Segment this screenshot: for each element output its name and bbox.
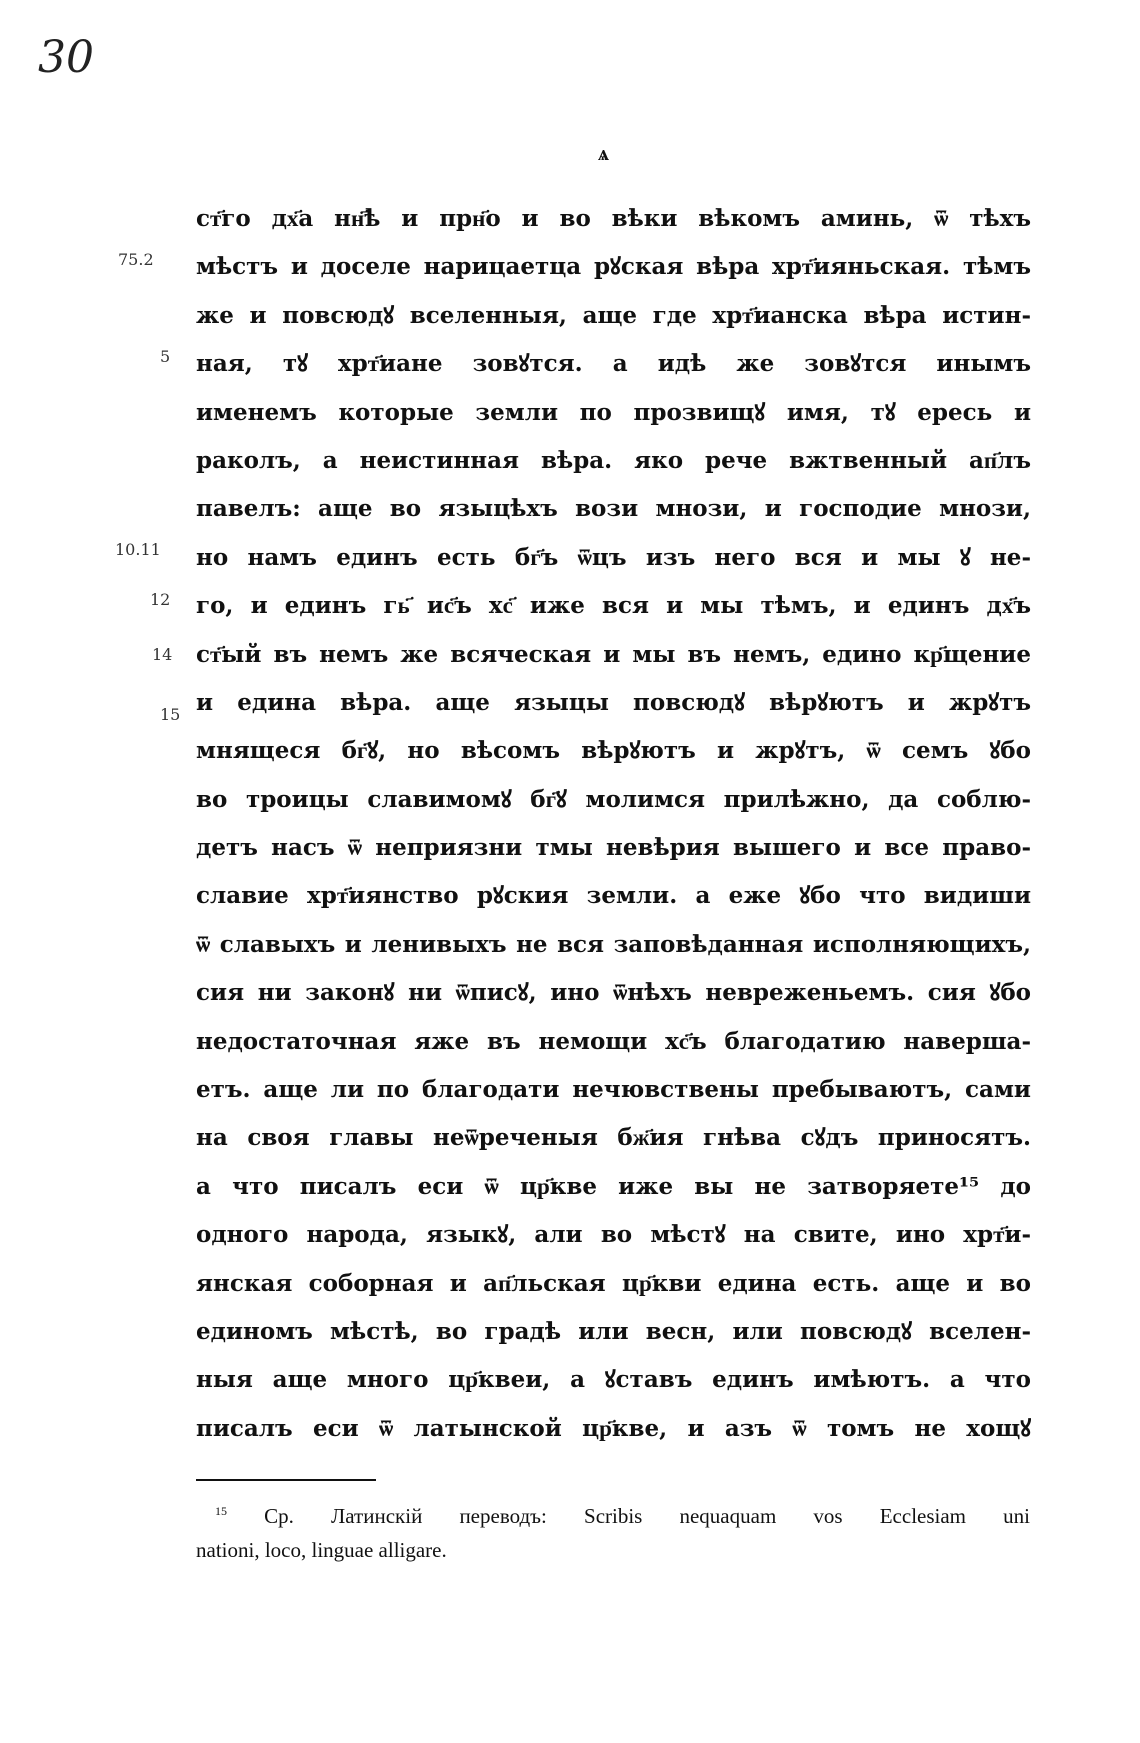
- text-line: но намъ единъ есть бг҃ъ ѿцъ изъ него вся и мы ꙋ не-: [196, 543, 1031, 571]
- text-line: а что писалъ еси ѿ цр҃кве иже вы не затворяете¹⁵ до: [196, 1172, 1031, 1200]
- footnote-mark: 15: [215, 1504, 227, 1518]
- text-line: ная, тꙋ хрт҃иане зовꙋтся. а идѣ же зовꙋтся инымъ: [196, 350, 1031, 378]
- margin-note: 10.11: [115, 540, 161, 559]
- text-line: ст҃го дх҃а нн҃ѣ и прн҃о и во вѣки вѣкомъ аминь, ѿ тѣхъ: [196, 205, 1031, 232]
- text-line: одного народа, языкꙋ, али во мѣстꙋ на свите, ино хрт҃и-: [196, 1221, 1031, 1249]
- text-line: и едина вѣра. аще языцы повсюдꙋ вѣрꙋютъ и жрꙋтъ: [196, 688, 1031, 716]
- text-line: именемъ которые земли по прозвищꙋ имя, тꙋ ересь и: [196, 398, 1031, 426]
- margin-note: 12: [150, 590, 171, 609]
- text-line: ѿ славыхъ и ленивыхъ не вся заповѣданная исполняющихъ,: [196, 930, 1031, 958]
- footnote-line: [215, 1494, 1030, 1533]
- text-line: етъ. аще ли по благодати нечювствены пребываютъ, сами: [196, 1076, 1031, 1104]
- margin-note: 15: [160, 705, 181, 724]
- text-line: единомъ мѣстѣ, во градѣ или весн, или повсюдꙋ вселен-: [196, 1317, 1031, 1345]
- text-line: го, и единъ гь҃ ис҃ъ хс҃ иже вся и мы тѣмъ, и единъ дх҃ъ: [196, 592, 1031, 620]
- text-line: писалъ еси ѿ латынской цр҃кве, и азъ ѿ томъ не хощꙋ: [196, 1414, 1031, 1442]
- handwritten-page-number: 30: [38, 32, 94, 83]
- text-line: мѣстъ и доселе нарицаетца рꙋская вѣра хрт҃ияньская. тѣмъ: [196, 253, 1031, 281]
- text-line: раколъ, а неистинная вѣра. яко рече вжтвенный ап҃лъ: [196, 446, 1031, 474]
- footnote-text: Ср. Латинскій переводъ: Scribis nequaquam vos Ecclesiam uni: [264, 1504, 1030, 1528]
- text-line: во троицы славимомꙋ бг҃ꙋ молимся прилѣжно, да соблю-: [196, 785, 1031, 813]
- text-line: павелъ: аще во языцѣхъ вози мнози, и господие мнози,: [196, 495, 1031, 523]
- footnote-line: nationi, loco, linguae alligare.: [196, 1538, 447, 1562]
- text-line: же и повсюдꙋ вселенныя, аще где хрт҃ианска вѣра истин-: [196, 301, 1031, 329]
- signature-mark: ѧ: [598, 140, 609, 166]
- margin-note: 5: [160, 347, 171, 366]
- text-line: славие хрт҃иянство рꙋския земли. а еже ꙋбо что видиши: [196, 882, 1031, 910]
- text-line: мнящеся бг҃ꙋ, но вѣсомъ вѣрꙋютъ и жрꙋтъ, ѿ семъ ꙋбо: [196, 737, 1031, 765]
- text-line: на своя главы неѿреченыя бж҃ия гнѣва сꙋдъ приносятъ.: [196, 1124, 1031, 1152]
- footnote-divider: [196, 1479, 376, 1481]
- text-line: недостаточная яже въ немощи хс҃ъ благодатию наверша-: [196, 1027, 1031, 1055]
- text-line: ст҃ый въ немъ же всяческая и мы въ немъ, едино кр҃щение: [196, 640, 1031, 668]
- main-text: [196, 195, 1031, 1453]
- text-line: сия ни законꙋ ни ѿписꙋ, ино ѿнѣхъ невреженьемъ. сия ꙋбо: [196, 979, 1031, 1007]
- margin-note: 14: [152, 645, 173, 664]
- footnote: [196, 1494, 1030, 1567]
- text-line: янская соборная и ап҃льская цр҃кви едина есть. аще и во: [196, 1269, 1031, 1297]
- margin-note: 75.2: [118, 250, 154, 269]
- text-line: ныя аще много цр҃квеи, а ꙋставъ единъ имѣютъ. а что: [196, 1366, 1031, 1394]
- text-line: детъ насъ ѿ неприязни тмы невѣрия вышего и все право-: [196, 834, 1031, 862]
